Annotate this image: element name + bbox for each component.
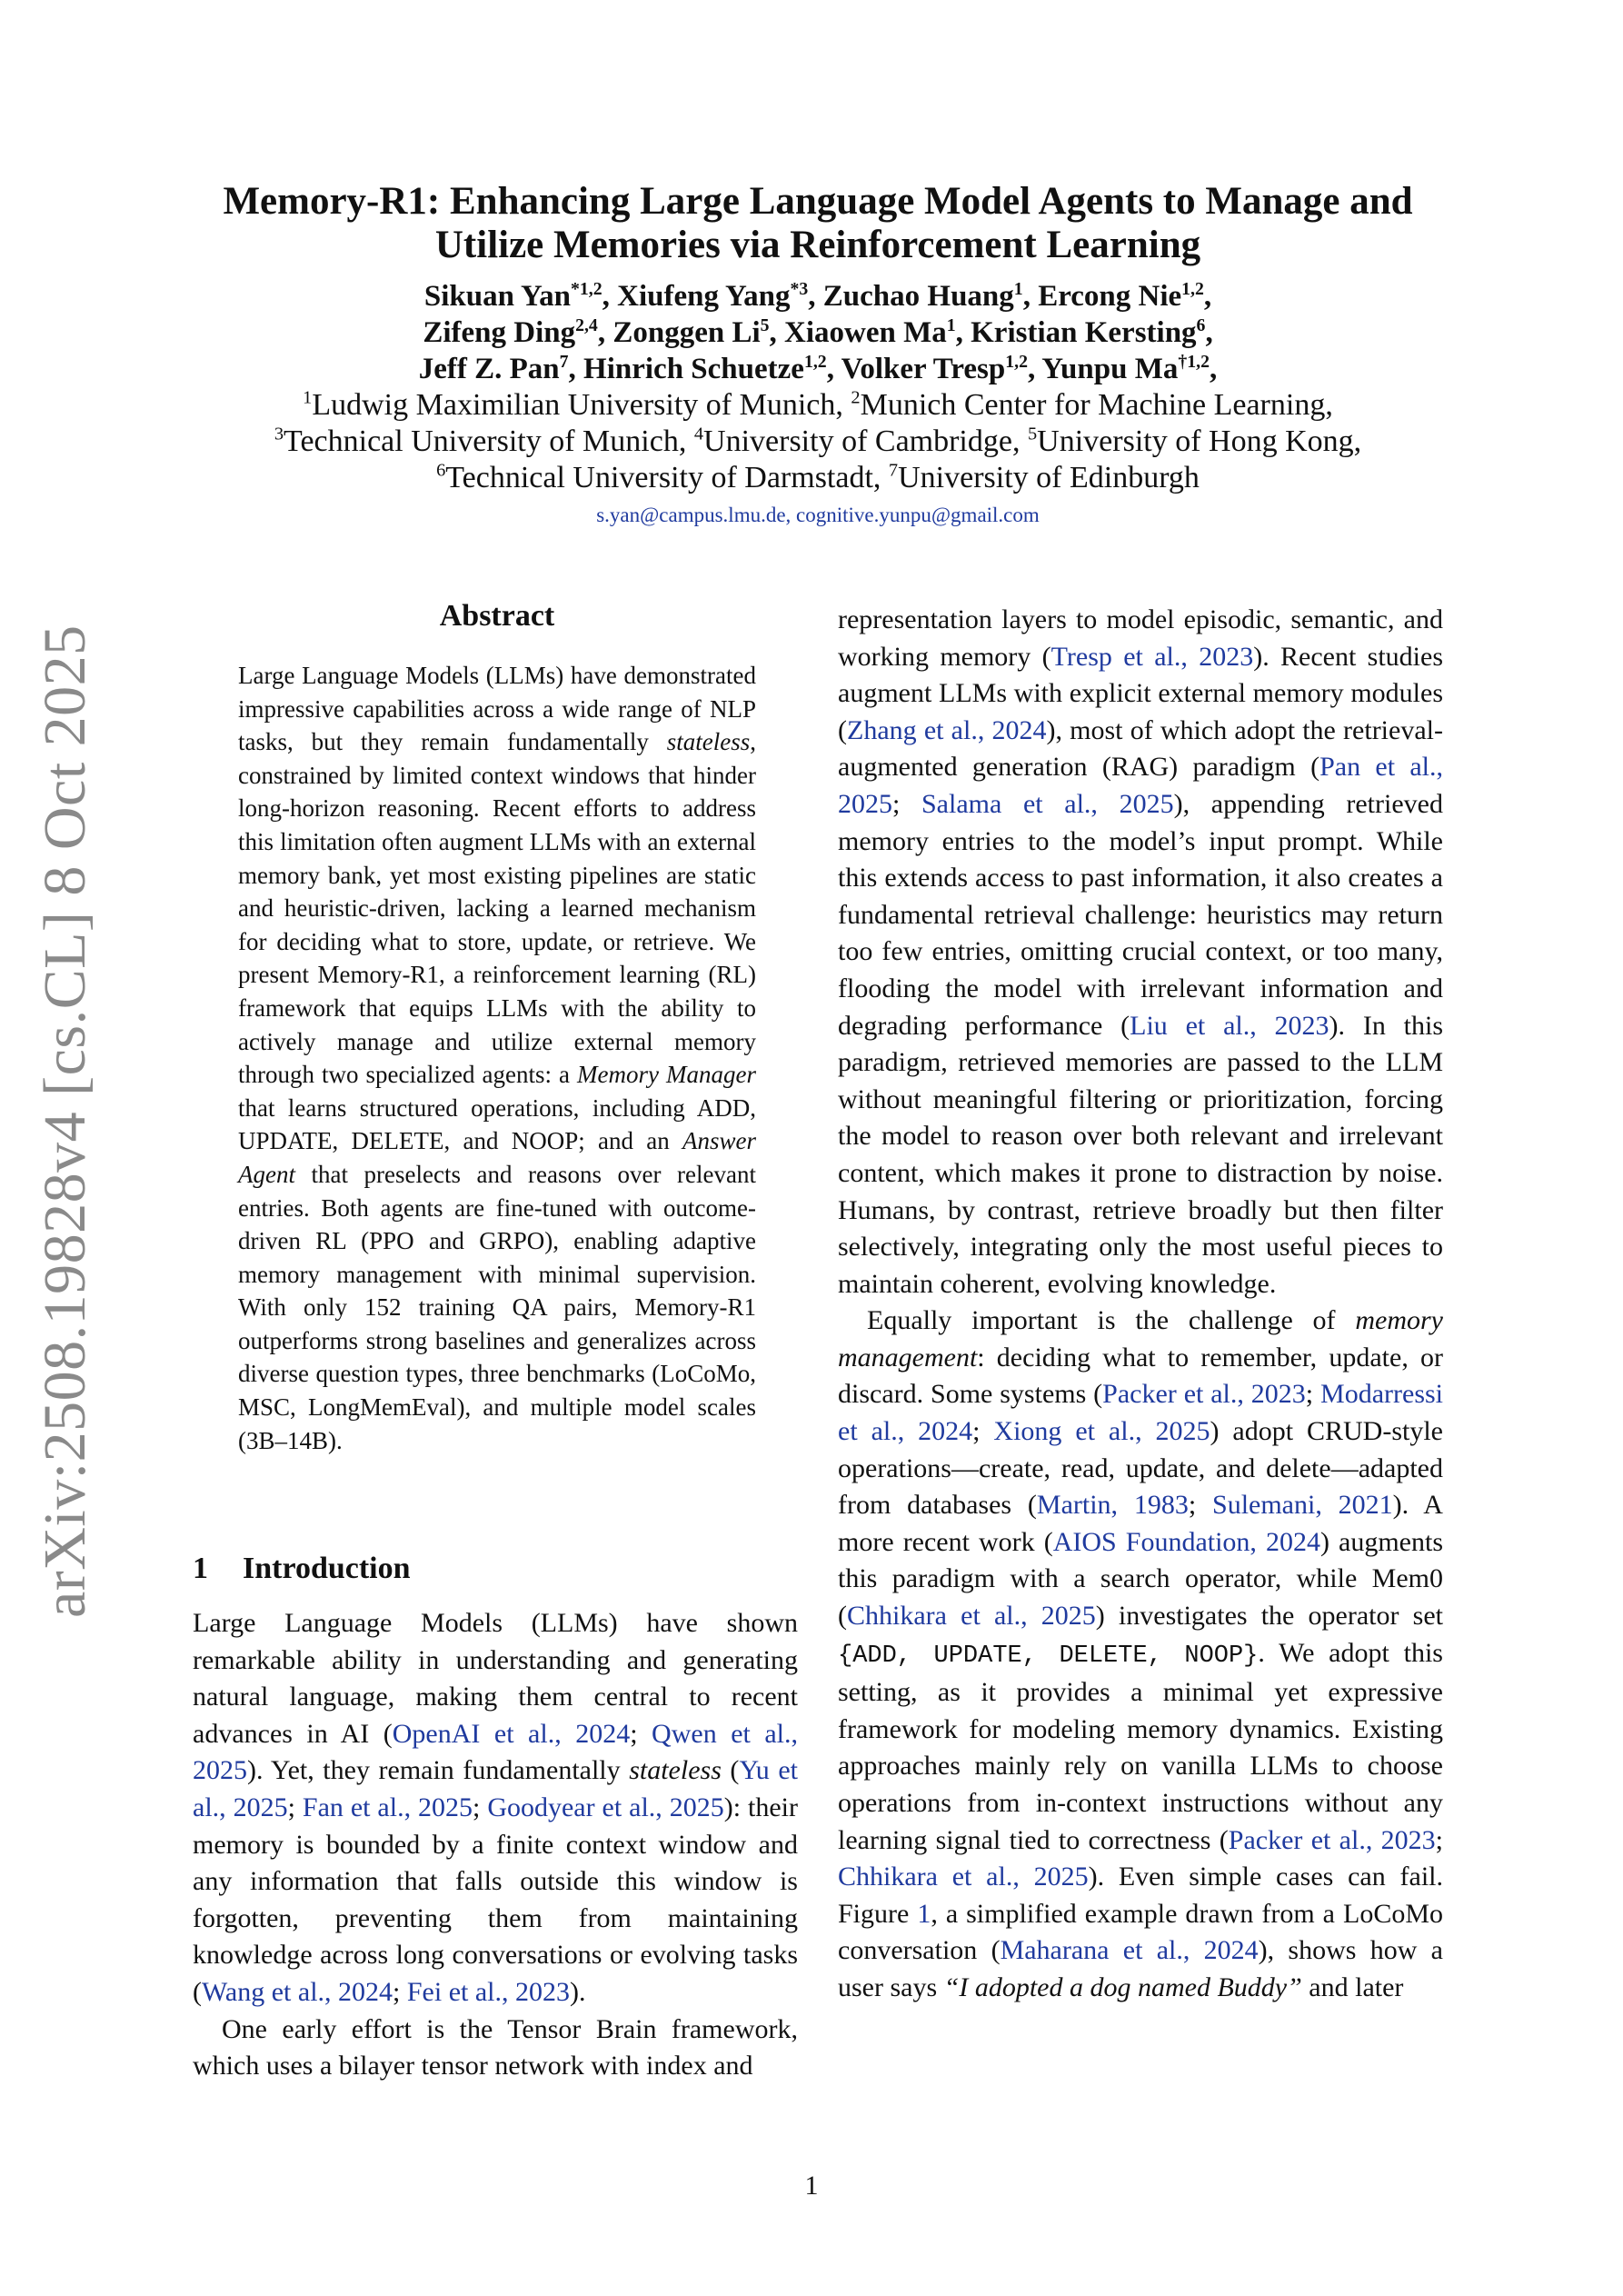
page-number: 1 [804,2171,819,2201]
citation[interactable]: Qwen et al., 2025 [193,1718,798,1786]
citation[interactable]: Wang et al., 2024 [202,1976,393,2007]
author-emails[interactable]: s.yan@campus.lmu.de, cognitive.yunpu@gmail.com [596,504,1040,526]
author-list: Sikuan Yan$^{*1,2}$, Xiufeng Yang$^{*3}$, Zuchao Huang$^1$, Ercong Nie$^{1,2}$, Zifeng Ding$^{2,4}$, Zonggen Li$^5$, Xiaowen Ma$^1$, Kristian Kersting$^6$, Jeff Z. Pan$^7$, Hinrich Schuetze$^{1,2}$, Volker Tresp$^{1,2}$, Yunpu Ma$^{\dagger 1,2}$, [418,279,1218,385]
citation[interactable]: Tresp et al., 2023 [1050,641,1254,672]
introduction-section [193,1551,798,2085]
paper-title: Memory-R1: Enhancing Large Language Model Agents to Manage and Utilize Memories via Reinforcement Learning [223,180,1413,266]
citation[interactable]: AIOS Foundation, 2024 [1052,1526,1320,1557]
section-heading [193,1551,798,1587]
citation[interactable]: Xiong et al., 2025 [993,1416,1210,1447]
citation[interactable]: OpenAI et al., 2024 [392,1718,631,1749]
citation[interactable]: Zhang et al., 2024 [847,714,1047,745]
citation[interactable]: Chhikara et al., 2025 [838,1862,1089,1892]
paper-header [182,180,1454,531]
arxiv-side-stamp: arXiv:2508.19828v4 [cs.CL] 8 Oct 2025 [32,624,98,1618]
citation[interactable]: Fei et al., 2023 [406,1976,571,2007]
right-column [838,602,1443,2007]
citation[interactable]: Modarressi et al., 2024 [838,1379,1444,1447]
intro-paragraph-2-continued: representation layers to model episodic, semantic, and working memory (Tresp et al., 2023). Recent studies augment LLMs with explicit external memory modules (Zhang et al., 2024), most of which adopt the retrieval-augmented generation (RAG) paradigm (Pan et al., 2025; Salama et al., 2025), appending retrieved memory entries to the model’s input prompt. While this extends access to past information, it also creates a fundamental retrieval challenge: heuristics may return too few entries, omitting crucial context, or too many, flooding the model with irrelevant information and degrading performance (Liu et al., 2023). In this paradigm, retrieved memories are passed to the LLM without meaningful filtering or prioritization, forcing the model to reason over both relevant and irrelevant content, which makes it prone to distraction by noise. Humans, by contrast, retrieve broadly but then filter selectively, integrating only the most useful pieces to maintain coherent, evolving knowledge. [838,604,1443,1299]
intro-paragraph-1: Large Language Models (LLMs) have shown remarkable ability in understanding and generating natural language, making them central to recent advances in AI (OpenAI et al., 2024; Qwen et al., 2025). Yet, they remain fundamentally stateless (Yu et al., 2025; Fan et al., 2025; Goodyear et al., 2025): their memory is bounded by a finite context window and any information that falls outside this window is forgotten, preventing them from maintaining knowledge across long conversations or evolving tasks (Wang et al., 2024; Fei et al., 2023). [193,1608,798,2007]
citation[interactable]: Salama et al., 2025 [921,788,1174,819]
intro-paragraph-3: Equally important is the challenge of memory management: deciding what to remember, update, or discard. Some systems (Packer et al., 2023; Modarressi et al., 2024; Xiong et al., 2025) adopt CRUD-style operations—create, read, update, and delete—adapted from databases (Martin, 1983; Sulemani, 2021). A more recent work (AIOS Foundation, 2024) augments this paradigm with a search operator, while Mem0 (Chhikara et al., 2025) investigates the operator set {ADD, UPDATE, DELETE, NOOP}. We adopt this setting, as it provides a minimal yet expressive framework for modeling memory dynamics. Existing approaches mainly rely on vanilla LLMs to choose operations from in-context instructions without any learning signal tied to correctness (Packer et al., 2023; Chhikara et al., 2025). Even simple cases can fail. Figure 1, a simplified example drawn from a LoCoMo conversation (Maharana et al., 2024), shows how a user says “I adopted a dog named Buddy” and later [838,1305,1444,2002]
citation[interactable]: Chhikara et al., 2025 [847,1601,1096,1632]
citation[interactable]: Yu et al., 2025 [193,1755,798,1822]
citation[interactable]: Martin, 1983 [1036,1490,1189,1521]
citation[interactable]: Packer et al., 2023 [1228,1824,1436,1855]
section-title: Introduction [243,1552,411,1585]
intro-paragraph-2: One early effort is the Tensor Brain framework, which uses a bilayer tensor network with index and [193,2013,798,2081]
abstract-heading: Abstract [439,599,555,633]
abstract-text: Large Language Models (LLMs) have demonstrated impressive capabilities across a wide range of NLP tasks, but they remain fundamentally stateless, constrained by limited context windows that hinder long-horizon reasoning. Recent efforts to address this limitation often augment LLMs with an external memory bank, yet most existing pipelines are static and heuristic-driven, lacking a learned mechanism for deciding what to store, update, or retrieve. We present Memory-R1, a reinforcement learning (RL) framework that equips LLMs with the ability to actively manage and utilize external memory through two specialized agents: a Memory Manager that learns structured operations, including ADD, UPDATE, DELETE, and NOOP; and an Answer Agent that preselects and reasons over relevant entries. Both agents are fine-tuned with outcome-driven RL (PPO and GRPO), enabling adaptive memory management with minimal supervision. With only 152 training QA pairs, Memory-R1 outperforms strong baselines and generalizes across diverse question types, three benchmarks (LoCoMo, MSC, LongMemEval), and multiple model scales (3B–14B). [238,662,757,1454]
figure-ref[interactable]: 1 [917,1898,931,1929]
abstract-section [238,598,756,1482]
citation[interactable]: Sulemani, 2021 [1212,1490,1393,1521]
citation[interactable]: Goodyear et al., 2025 [487,1792,724,1822]
citation[interactable]: Pan et al., 2025 [838,752,1443,819]
citation[interactable]: Maharana et al., 2024 [1000,1935,1259,1966]
citation[interactable]: Packer et al., 2023 [1102,1379,1306,1410]
citation[interactable]: Fan et al., 2025 [302,1792,473,1822]
citation[interactable]: Liu et al., 2023 [1130,1010,1329,1041]
affiliations: $^1$Ludwig Maximilian University of Munich, $^2$Munich Center for Machine Learning, $^3$Technical University of Munich, $^4$University of Cambridge, $^5$University of Hong Kong, $^6$Technical University of Darmstadt, $^7$University of Edinburgh [274,387,1362,494]
section-number: 1 [193,1552,208,1585]
